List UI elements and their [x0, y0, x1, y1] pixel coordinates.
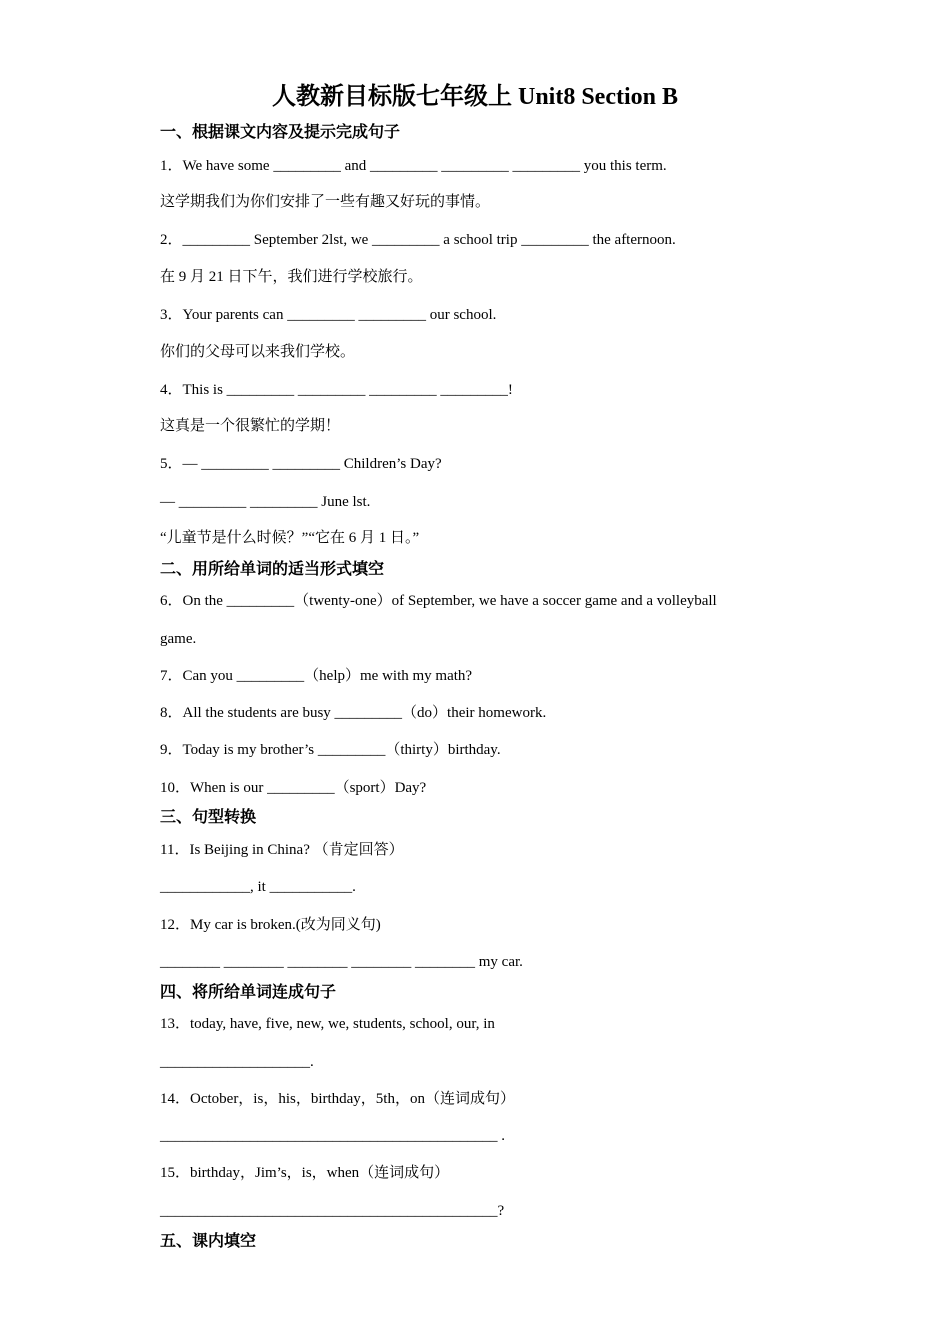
section-heading-5: 五、课内填空 — [160, 1233, 257, 1250]
question-11-answer-line: ____________, it ___________. — [160, 879, 356, 895]
question-14-answer-line: _____________________________________________ . — [160, 1128, 505, 1144]
question-5: 5．— _________ _________ Children’s Day? — [160, 456, 442, 472]
question-2: 2．_________ September 2lst, we _________ a school trip _________ the afternoon. — [160, 232, 676, 248]
question-1-translation: 这学期我们为你们安排了一些有趣又好玩的事情。 — [160, 194, 491, 210]
question-6: 6．On the _________（twenty-one）of September, we have a soccer game and a volleyball — [160, 593, 717, 609]
question-5-translation: “儿童节是什么时候？”“它在 6 月 1 日。” — [160, 530, 420, 546]
section-heading-3: 三、句型转换 — [160, 809, 257, 826]
question-2-translation: 在 9 月 21 日下午，我们进行学校旅行。 — [160, 269, 423, 285]
section-heading-2: 二、用所给单词的适当形式填空 — [160, 561, 385, 578]
question-12: 12．My car is broken.(改为同义句) — [160, 917, 381, 933]
question-3-translation: 你们的父母可以来我们学校。 — [160, 344, 356, 360]
question-9: 9．Today is my brother’s _________（thirty）birthday. — [160, 742, 501, 758]
section-heading-1: 一、根据课文内容及提示完成句子 — [160, 124, 401, 141]
section-heading-4: 四、将所给单词连成句子 — [160, 984, 337, 1001]
question-10: 10．When is our _________（sport）Day? — [160, 780, 427, 796]
question-4: 4．This is _________ _________ _________ _________! — [160, 382, 513, 398]
question-15: 15．birthday，Jim’s，is，when（连词成句） — [160, 1165, 450, 1181]
question-13: 13．today, have, five, new, we, students, school, our, in — [160, 1016, 495, 1032]
question-8: 8．All the students are busy _________（do）their homework. — [160, 705, 547, 721]
question-14: 14．October，is，his，birthday，5th，on（连词成句） — [160, 1091, 515, 1107]
page-title: 人教新目标版七年级上 Unit8 Section B — [271, 84, 678, 110]
question-15-answer-line: _____________________________________________? — [160, 1203, 505, 1219]
question-1: 1．We have some _________ and _________ _________ _________ you this term. — [160, 158, 667, 174]
question-12-answer-line: ________ ________ ________ ________ ________ my car. — [160, 954, 523, 970]
question-11: 11．Is Beijing in China? （肯定回答） — [160, 842, 404, 858]
question-4-translation: 这真是一个很繁忙的学期！ — [160, 418, 341, 434]
question-7: 7．Can you _________（help）me with my math? — [160, 668, 473, 684]
question-3: 3．Your parents can _________ _________ our school. — [160, 307, 497, 323]
question-13-answer-line: ____________________. — [160, 1054, 314, 1070]
question-5-answer-line: — _________ _________ June lst. — [160, 494, 371, 510]
question-6-continuation: game. — [160, 631, 197, 647]
